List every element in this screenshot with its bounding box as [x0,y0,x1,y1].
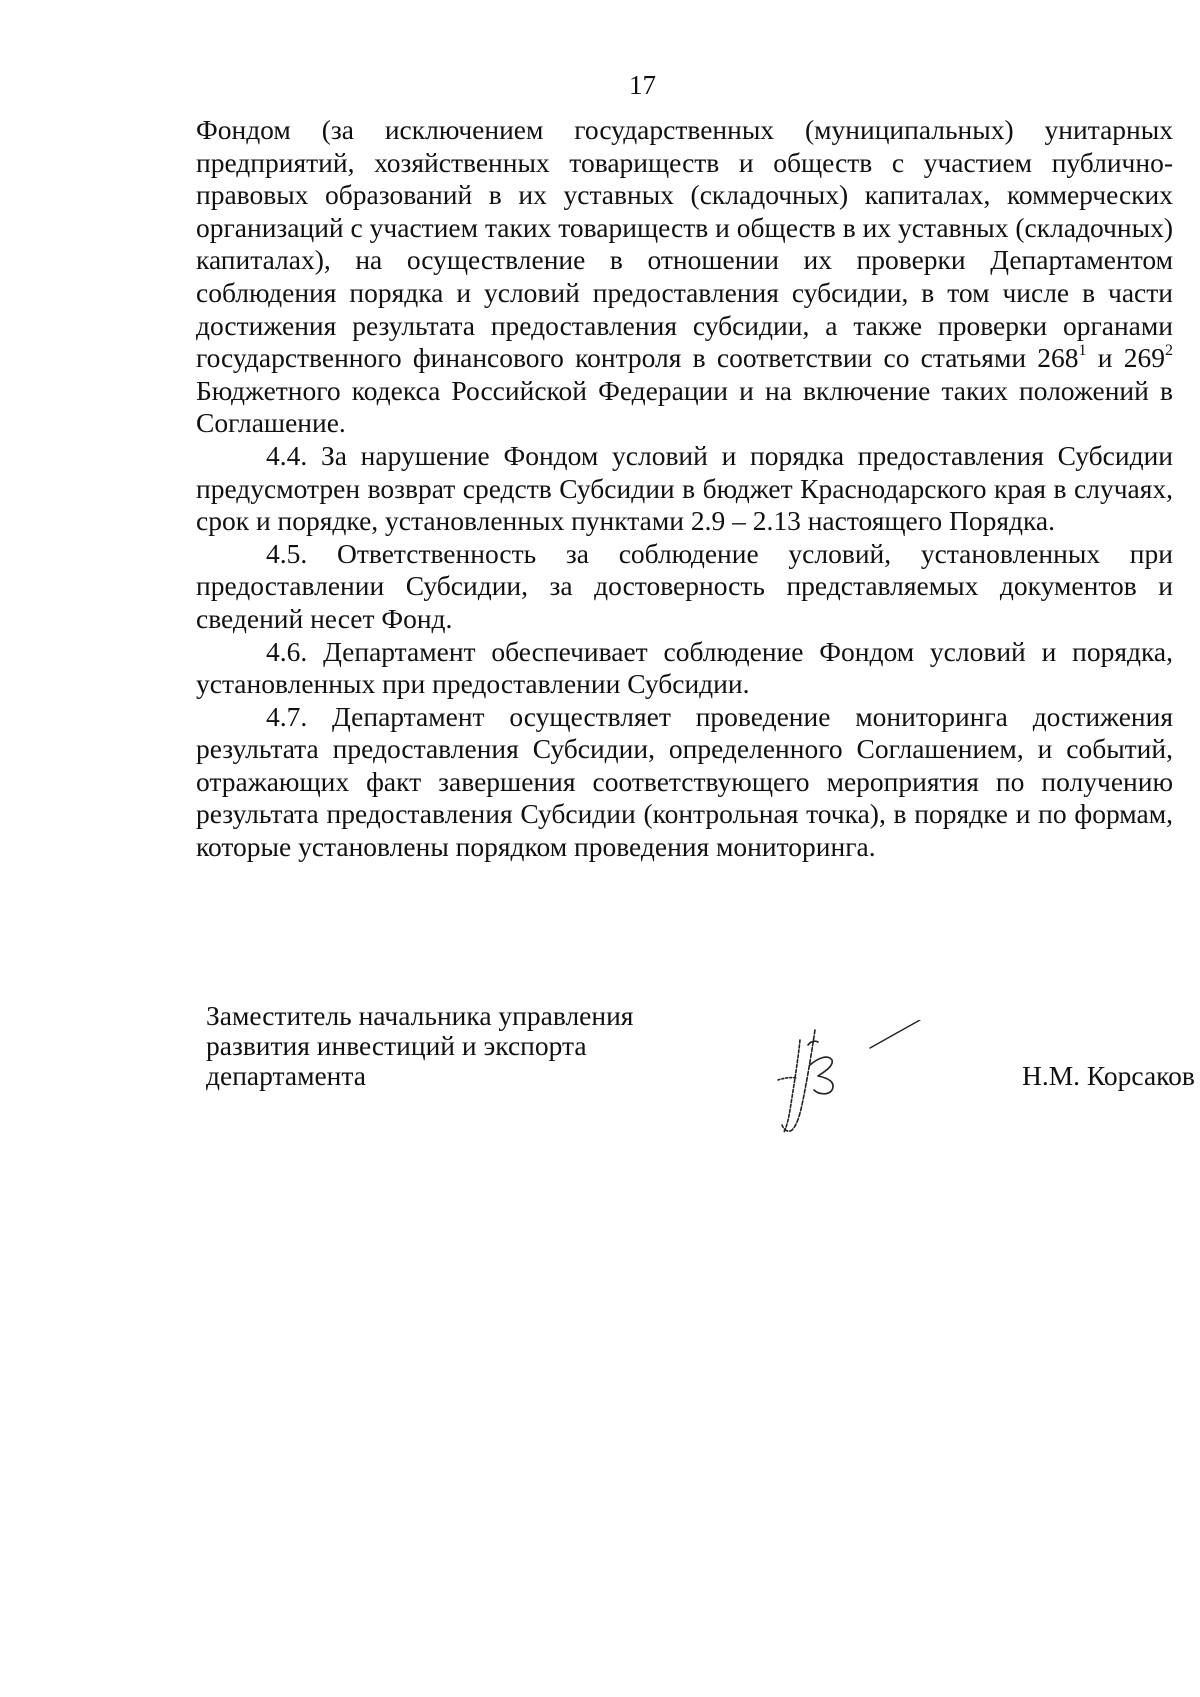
paragraph-4-4: 4.4. За нарушение Фондом условий и порядка предоставления Субсидии предусмотрен возврат средств Субсидии в бюджет Краснодарского края в случаях, срок и порядке, установленных пунктами 2.9 – 2.13 настоящего Порядка. [196,439,1173,537]
paragraph-4-6: 4.6. Департамент обеспечивает соблюдение Фондом условий и порядка, установленных при предоставлении Субсидии. [196,635,1173,700]
paragraph-4-5: 4.5. Ответственность за соблюдение условий, установленных при предоставлении Субсидии, за достоверность представляемых документов и сведений несет Фонд. [196,537,1173,634]
handwritten-signature [770,1020,950,1140]
paragraph-continuation-text-2: и 269 [1086,342,1165,374]
signatory-position-line: Заместитель начальника управления [206,1000,634,1031]
page-number: 17 [629,70,656,100]
signatory-position [206,1001,686,1091]
paragraph-4-7: 4.7. Департамент осуществляет проведение мониторинга достижения результата предоставления Субсидии, определенного Соглашением, и событий, отражающих факт завершения соответствующего мероприятия по получению результата предоставления Субсидии (контрольная точка), в порядке и по формам, которые установлены порядком проведения мониторинга. [196,700,1173,863]
paragraph-continuation [196,114,1173,440]
paragraph-continuation-text-1: Фондом (за исключением государственных (муниципальных) унитарных предприятий, хозяйственных товариществ и обществ с участием публично-правовых образований в их уставных (складочных) капиталах, коммерческих организаций с участием таких товариществ и обществ в их уставных (складочных) капиталах), на осуществление в отношении их проверки Департаментом соблюдения порядка и условий предоставления субсидии, в том числе в части достижения результата предоставления субсидии, а также проверки органами государственного финансового контроля в соответствии со статьями 268 [196,114,1173,374]
superscript-1: 1 [1078,342,1087,360]
signatory-position-line: развития инвестиций и экспорта [206,1030,587,1061]
signatory-position-line: департамента [206,1060,366,1091]
paragraph-continuation-text-3: Бюджетного кодекса Российской Федерации и на включение таких положений в Соглашение. [196,374,1173,439]
signer-name: Н.М. Корсаков [1022,1061,1195,1091]
superscript-2: 2 [1165,342,1173,360]
document-body [196,114,1173,864]
